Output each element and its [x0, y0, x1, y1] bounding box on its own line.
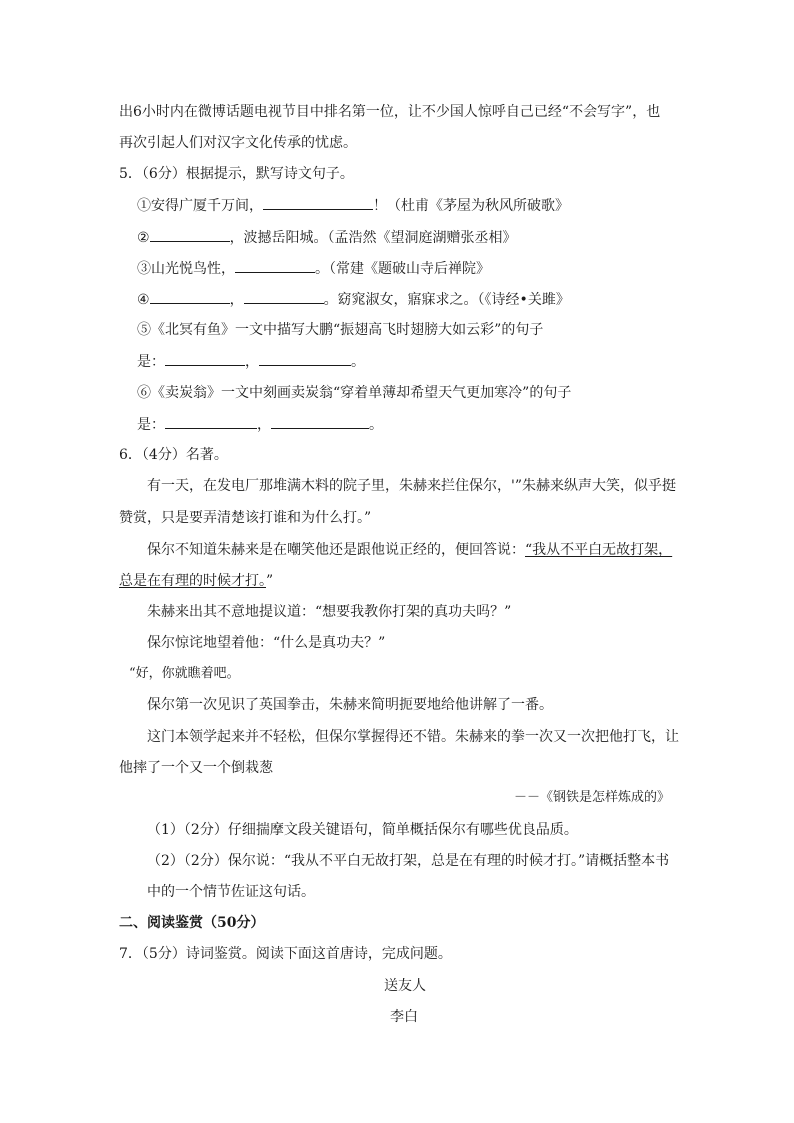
q6-passage-key-quote-part-2: 总是在有理的时候才打。 — [119, 573, 266, 589]
q6-passage-p3: 朱赫来出其不意地提议道：“想要我教你打架的真功夫吗？” — [147, 604, 512, 620]
q6-passage-p6: 保尔第一次见识了英国拳击，朱赫来简明扼要地给他讲解了一番。 — [147, 697, 553, 713]
q6-subquestion-2-line-1: （2）（2分）保尔说：“我从不平白无故打架，总是在有理的时候才打。”请概括整本书 — [147, 853, 670, 869]
intro-line-2: 再次引起人们对汉字文化传承的忧虑。 — [119, 135, 357, 151]
section-2-heading: 二、阅读鉴赏（50分） — [119, 915, 265, 931]
q5-item-4-blank-2[interactable] — [244, 289, 324, 304]
q7-header: 7．（5分）诗词鉴赏。阅读下面这首唐诗，完成问题。 — [119, 946, 452, 962]
q6-subquestion-1: （1）（2分）仔细揣摩文段关键语句，简单概括保尔有哪些优良品质。 — [147, 822, 578, 838]
intro-line-1: 出6小时内在微博话题电视节目中排名第一位，让不少国人惊呼自己已经“不会写字”，也 — [119, 104, 661, 120]
q5-item-2-blank[interactable] — [150, 227, 230, 242]
q5-item-6-line-2 — [137, 414, 383, 435]
q6-passage-p7-line-1: 这门本领学起来并不轻松，但保尔掌握得还不错。朱赫来的拳一次又一次把他打飞，让 — [147, 729, 679, 745]
q5-item-5-line-2 — [137, 351, 365, 372]
q5-item-3-blank[interactable] — [235, 258, 315, 273]
q6-passage-p2-line-2 — [119, 571, 273, 591]
q5-item-1 — [137, 195, 569, 216]
q6-passage-p1-line-1: 有一天，在发电厂那堆满木料的院子里，朱赫来拦住保尔，'”朱赫来纵声大笑，似乎挺 — [147, 478, 677, 494]
q5-item-6-blank-2[interactable] — [271, 414, 369, 429]
q6-passage-key-quote-part-1: “我从不平白无故打架， — [525, 542, 673, 558]
q5-item-5-line-1: ⑤《北冥有鱼》一文中描写大鹏“振翅高飞时翅膀大如云彩”的句子 — [137, 322, 544, 338]
q6-passage-p5: “好，你就瞧着吧。 — [129, 666, 240, 681]
q5-item-5-suffix: 。 — [351, 354, 365, 370]
q5-item-3-suffix: 。（常建《题破山寺后禅院》 — [315, 261, 490, 277]
q5-item-2 — [137, 227, 517, 248]
poem-title: 送友人 — [384, 978, 426, 994]
q5-item-5-blank-1[interactable] — [165, 351, 245, 366]
q5-item-5-blank-2[interactable] — [259, 351, 351, 366]
q5-header: 5．（6分）根据提示，默写诗文句子。 — [119, 166, 354, 182]
q5-item-2-prefix: ② — [137, 230, 150, 246]
q5-item-1-blank[interactable] — [263, 195, 373, 210]
q5-item-5-mid: ， — [245, 354, 259, 370]
q5-item-6-blank-1[interactable] — [165, 414, 257, 429]
q5-item-3-prefix: ③山光悦鸟性， — [137, 261, 235, 277]
q5-item-6-mid: ， — [257, 417, 271, 433]
q5-item-1-prefix: ①安得广厦千万间， — [137, 198, 263, 214]
q5-item-3 — [137, 258, 490, 279]
q5-item-6-prefix: 是： — [137, 417, 165, 433]
q6-header: 6．（4分）名著。 — [119, 447, 228, 463]
q5-item-6-line-1: ⑥《卖炭翁》一文中刻画卖炭翁“穿着单薄却希望天气更加寒冷”的句子 — [137, 385, 572, 401]
q5-item-2-suffix: ，波撼岳阳城。（孟浩然《望洞庭湖赠张丞相》 — [229, 230, 517, 246]
q5-item-5-prefix: 是： — [137, 354, 165, 370]
q6-subquestion-2-line-2: 中的一个情节佐证这句话。 — [147, 884, 315, 900]
q5-item-4-suffix: 。窈窕淑女，寤寐求之。（《诗经•关雎》 — [323, 292, 570, 308]
q5-item-6-suffix: 。 — [369, 417, 383, 433]
q6-passage-quote-close: ” — [266, 573, 274, 589]
q6-passage-p4: 保尔惊诧地望着他：“什么是真功夫？” — [147, 635, 386, 651]
q6-passage-p7-line-2: 他摔了一个又一个倒栽葱 — [119, 760, 273, 776]
poem-author: 李白 — [390, 1009, 418, 1025]
q6-passage-p1-line-2: 赞赏，只是要弄清楚该打谁和为什么打。” — [119, 510, 372, 526]
q6-passage-p2-line-1 — [147, 540, 672, 560]
q5-item-1-suffix: ！（杜甫《茅屋为秋风所破歌》 — [373, 198, 569, 214]
q6-passage-source: －－《钢铁是怎样炼成的》 — [513, 790, 670, 805]
q5-item-4 — [137, 289, 570, 310]
q5-item-4-blank-1[interactable] — [150, 289, 230, 304]
q6-passage-p2-text: 保尔不知道朱赫来是在嘲笑他还是跟他说正经的，便回答说： — [147, 542, 525, 558]
q5-item-4-mid: ， — [229, 292, 244, 308]
q5-item-4-prefix: ④ — [137, 292, 150, 308]
